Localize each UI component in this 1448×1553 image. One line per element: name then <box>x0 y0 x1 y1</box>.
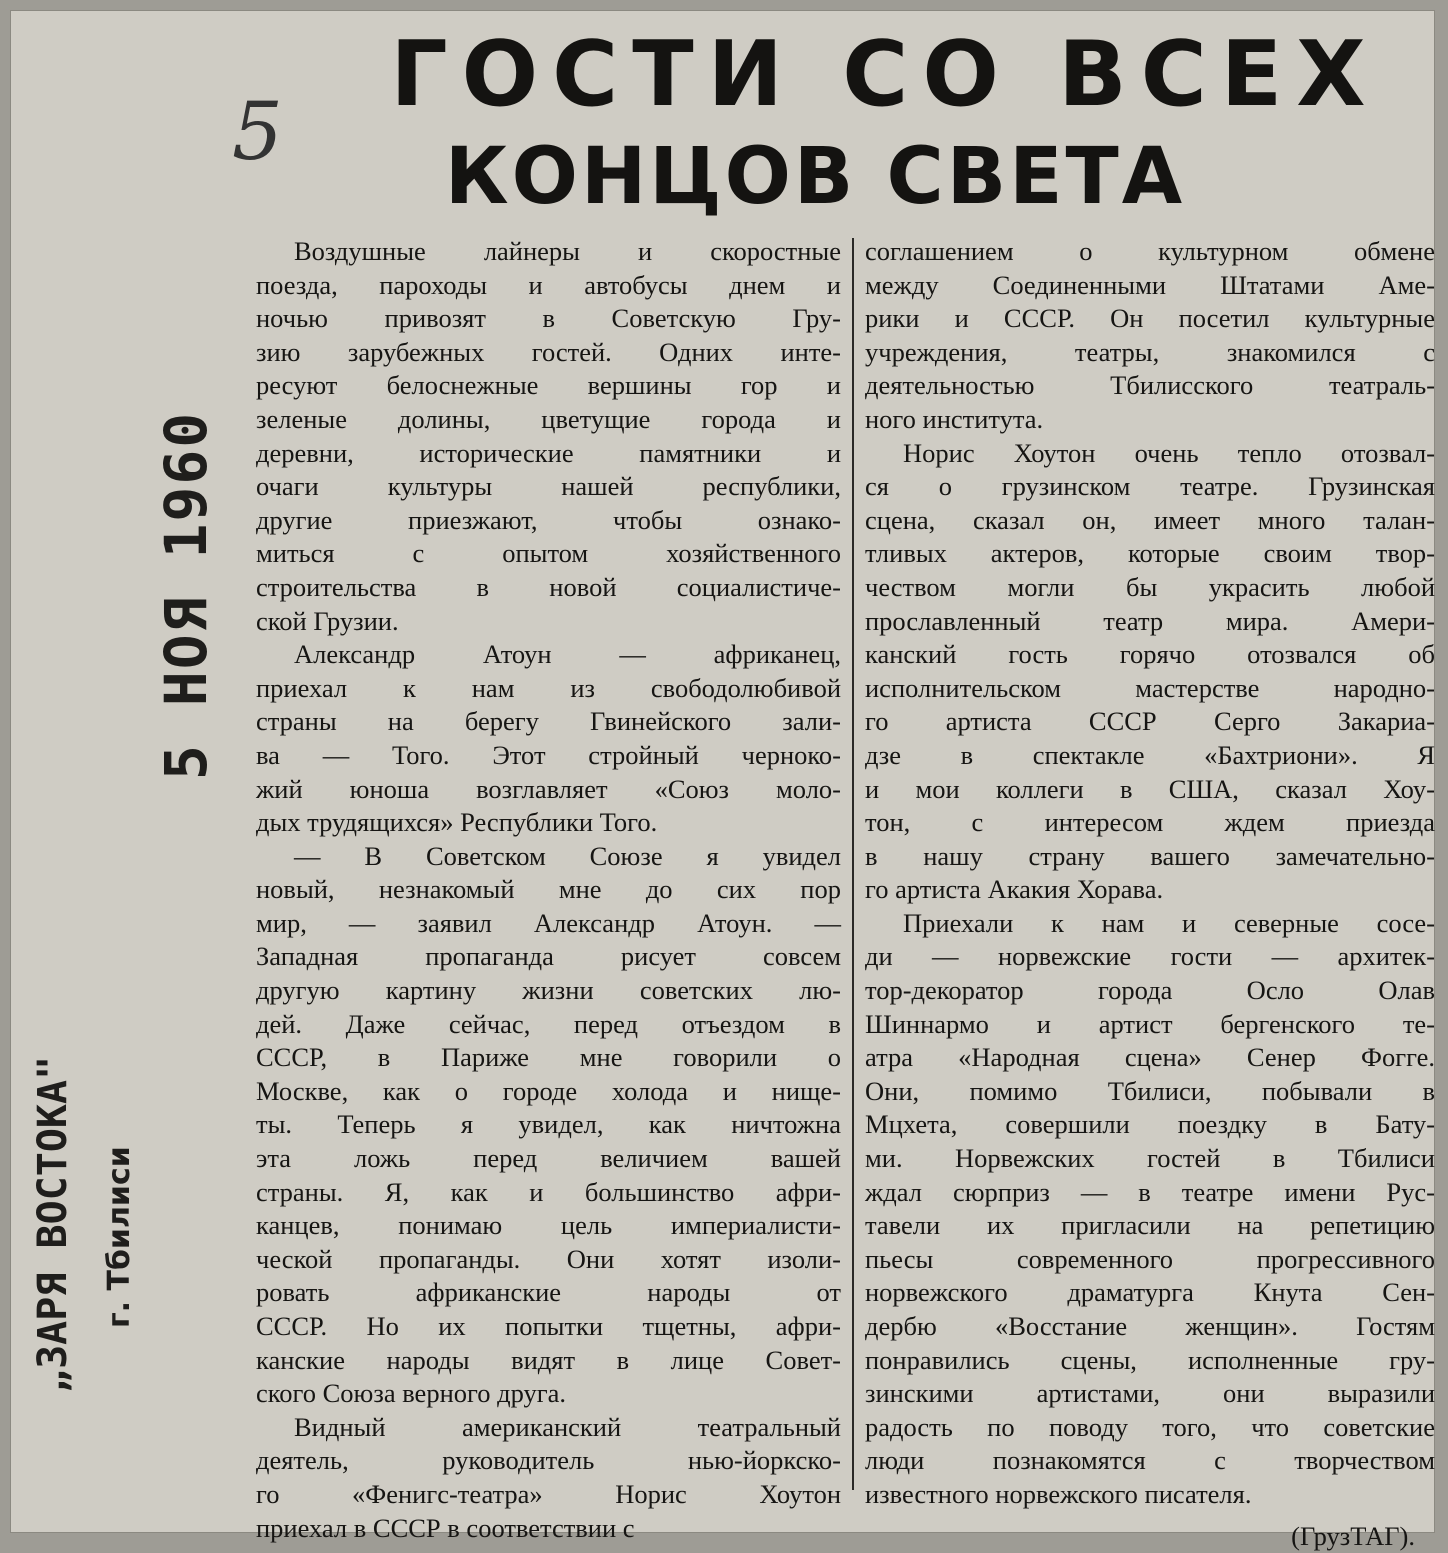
text-line: Москве, как о городе холода и нище- <box>256 1075 841 1106</box>
text-line: чеством могли бы украсить любой <box>865 571 1435 602</box>
text-line: ждал сюрприз — в театре имени Рус- <box>865 1176 1435 1207</box>
text-line: Западная пропаганда рисует совсем <box>256 941 841 972</box>
text-line: тливых актеров, которые своим твор- <box>865 538 1435 569</box>
text-line: сцена, сказал он, имеет много талан- <box>865 504 1435 535</box>
text-line: в нашу страну вашего замечательно- <box>865 840 1435 871</box>
text-line: пьесы современного прогрессивного <box>865 1243 1435 1274</box>
text-line: ского Союза верного друга. <box>256 1378 566 1409</box>
article-headline <box>280 22 1430 222</box>
text-line: ской Грузии. <box>256 605 399 636</box>
text-line: мир, — заявил Александр Атоун. — <box>256 907 841 938</box>
text-line: жий юноша возглавляет «Союз моло- <box>256 773 841 804</box>
text-line: соглашением о культурном обмене <box>865 236 1435 266</box>
text-line: зинскими артистами, они выразили <box>865 1378 1435 1409</box>
text-line: деревни, исторические памятники и <box>256 437 841 468</box>
text-line: между Соединенными Штатами Аме- <box>865 269 1435 300</box>
text-line: поезда, пароходы и автобусы днем и <box>256 269 841 300</box>
text-line: Шиннармо и артист бергенского те- <box>865 1008 1435 1039</box>
text-line: ва — Того. Этот стройный черноко- <box>256 739 841 770</box>
text-line: понравились сцены, исполненные гру- <box>865 1344 1435 1375</box>
newspaper-clipping <box>10 10 1435 1551</box>
text-line: новый, незнакомый мне до сих пор <box>256 874 841 905</box>
headline-line-1: ГОСТИ СО ВСЕХ <box>390 22 1380 127</box>
text-line: прославленный театр мира. Амери- <box>865 605 1435 636</box>
text-line: СССР, в Париже мне говорили о <box>256 1042 841 1073</box>
text-line: Александр Атоун — африканец, <box>294 639 841 670</box>
text-line: тор-декоратор города Осло Олав <box>865 975 1435 1006</box>
text-line: Воздушные лайнеры и скоростные <box>294 236 841 266</box>
text-line: эта ложь перед величием вашей <box>256 1143 841 1174</box>
text-line: Видный американский театральный <box>294 1411 841 1442</box>
text-line: ся о грузинском театре. Грузинская <box>865 471 1435 502</box>
text-line: рики и СССР. Он посетил культурные <box>865 303 1435 334</box>
text-line: СССР. Но их попытки тщетны, афри- <box>256 1311 841 1341</box>
text-line: радость по поводу того, что советские <box>865 1411 1435 1442</box>
text-line: Норис Хоутон очень тепло отозвал- <box>903 437 1435 468</box>
margin-annotations <box>10 10 283 1533</box>
text-line: канские народы видят в лице Совет- <box>256 1344 841 1375</box>
text-line: ты. Теперь я увидел, как ничтожна <box>256 1109 841 1140</box>
text-line: учреждения, театры, знакомился с <box>865 336 1435 367</box>
text-line: ческой пропаганды. Они хотят изоли- <box>256 1243 841 1274</box>
text-line: канский гость горячо отозвался об <box>865 639 1435 670</box>
text-line: дых трудящихся» Республики Того. <box>256 807 658 838</box>
text-line: известного норвежского писателя. <box>865 1478 1252 1509</box>
text-line: ровать африканские народы от <box>256 1277 841 1308</box>
text-line: деятельностью Тбилисского театраль- <box>865 370 1435 401</box>
text-line: дей. Даже сейчас, перед отъездом в <box>256 1008 841 1039</box>
date-stamp: 5 НОЯ 1960 <box>152 410 220 780</box>
text-line: тавели их пригласили на репетицию <box>865 1210 1435 1241</box>
text-line: исполнительском мастерстве народно- <box>865 672 1435 703</box>
text-line: канцев, понимаю цель империалисти- <box>256 1210 841 1241</box>
text-line: строительства в новой социалистиче- <box>256 571 841 602</box>
text-line: ночью привозят в Советскую Гру- <box>256 303 841 334</box>
text-line: Приехали к нам и северные сосе- <box>903 907 1435 938</box>
text-line: приехал в СССР в соответствии с <box>256 1512 635 1543</box>
text-line: Они, помимо Тбилиси, побывали в <box>865 1075 1435 1106</box>
text-line: люди познакомятся с творчеством <box>865 1445 1435 1476</box>
text-line: ного института. <box>865 403 1044 434</box>
text-line: другую картину жизни советских лю- <box>256 975 841 1006</box>
text-line: атра «Народная сцена» Сенер Фогге. <box>865 1042 1435 1073</box>
text-line: го артиста Акакия Хорава. <box>865 874 1164 905</box>
text-line: приехал к нам из свободолюбивой <box>256 672 841 703</box>
text-line: страны на берегу Гвинейского зали- <box>256 706 841 737</box>
text-line: зию зарубежных гостей. Одних инте- <box>256 336 841 367</box>
city-stamp: г. Тбилиси <box>102 1146 137 1328</box>
text-line: (ГрузТАГ). <box>1291 1520 1415 1551</box>
text-line: очаги культуры нашей республики, <box>256 471 841 502</box>
text-line: норвежского драматурга Кнута Сен- <box>865 1277 1435 1308</box>
text-line: деятель, руководитель нью-йоркско- <box>256 1445 841 1476</box>
text-line: Мцхета, совершили поездку в Бату- <box>865 1109 1435 1140</box>
text-line: и мои коллеги в США, сказал Хоу- <box>865 773 1435 804</box>
text-line: ресуют белоснежные вершины гор и <box>256 370 841 401</box>
column-divider <box>852 238 854 1490</box>
right-column <box>865 235 1435 1553</box>
text-line: го артиста СССР Серго Закариа- <box>865 706 1435 737</box>
headline-line-2: КОНЦОВ СВЕТА <box>444 132 1186 222</box>
text-line: дзе в спектакле «Бахтриони». Я <box>865 739 1435 770</box>
source-stamp: „ЗАРЯ ВОСТОКА" <box>30 1055 76 1393</box>
text-line: зеленые долины, цветущие города и <box>256 403 841 434</box>
text-line: дербю «Восстание женщин». Гостям <box>865 1311 1435 1341</box>
left-column <box>256 235 841 1545</box>
text-line: страны. Я, как и большинство афри- <box>256 1176 841 1207</box>
text-line: миться с опытом хозяйственного <box>256 538 841 569</box>
text-line: ди — норвежские гости — архитек- <box>865 941 1435 972</box>
text-line: другие приезжают, чтобы ознако- <box>256 504 841 535</box>
text-line: тон, с интересом ждем приезда <box>865 807 1435 838</box>
text-line: го «Фенигс-театра» Норис Хоутон <box>256 1478 841 1509</box>
handwritten-number: 5 <box>232 85 283 178</box>
text-line: — В Советском Союзе я увидел <box>294 840 841 871</box>
text-line: ми. Норвежских гостей в Тбилиси <box>865 1143 1435 1174</box>
